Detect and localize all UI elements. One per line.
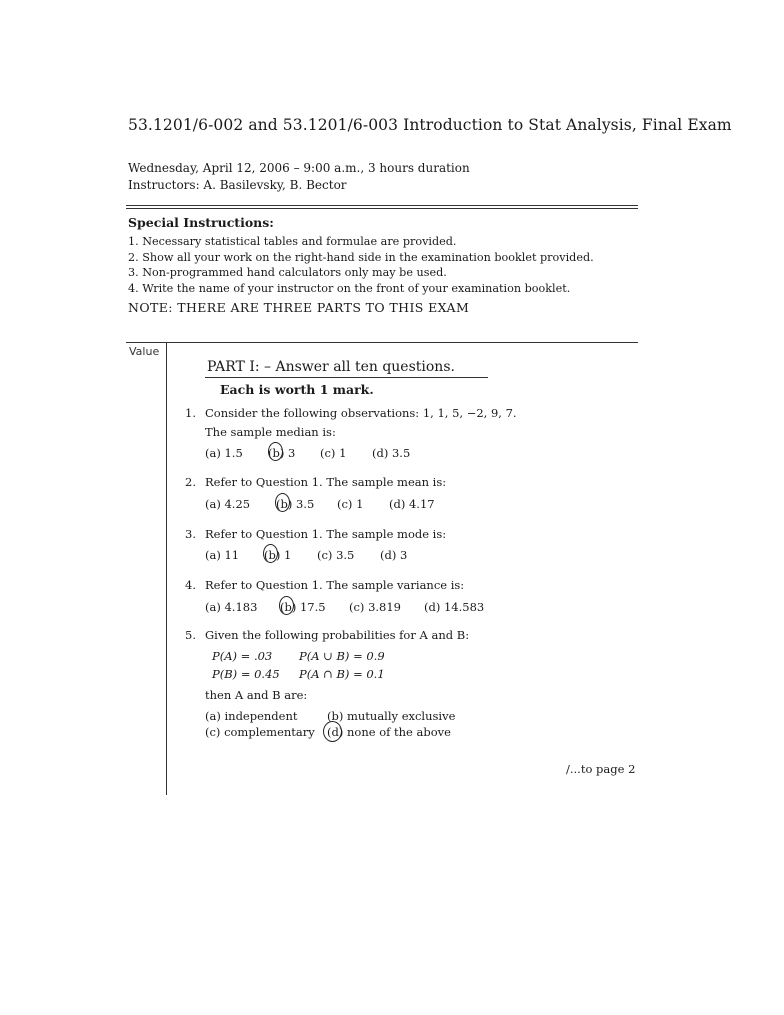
value-column-label: Value <box>129 345 160 358</box>
answer-option: (d) 14.583 <box>424 600 485 614</box>
value-column-divider <box>166 343 167 795</box>
answer-option: (a) 4.25 <box>205 497 251 511</box>
question-number: 5. <box>185 628 196 642</box>
divider <box>126 205 638 206</box>
question-text: Refer to Question 1. The sample mode is: <box>205 527 447 541</box>
question-number: 1. <box>185 406 196 420</box>
exam-date: Wednesday, April 12, 2006 – 9:00 a.m., 3 hours duration <box>128 161 470 175</box>
instruction-item: 3. Non-programmed hand calculators only may be used. <box>128 266 447 279</box>
answer-option: (c) 3.819 <box>349 600 401 614</box>
answer-option: (a) independent <box>205 709 298 723</box>
answer-option: (c) complementary <box>205 725 315 739</box>
probability-value: P(A ∩ B) = 0.1 <box>299 667 385 681</box>
exam-instructors: Instructors: A. Basilevsky, B. Bector <box>128 178 347 192</box>
answer-option: (c) 3.5 <box>317 548 355 562</box>
question-text: then A and B are: <box>205 688 308 702</box>
part-heading-underline <box>205 377 488 378</box>
answer-option: (a) 11 <box>205 548 240 562</box>
question-text: Consider the following observations: 1, 1, 5, −2, 9, 7. <box>205 406 517 420</box>
question-number: 3. <box>185 527 196 541</box>
part-subheading: Each is worth 1 mark. <box>220 382 374 397</box>
part-heading: PART I: – Answer all ten questions. <box>207 359 455 375</box>
probability-value: P(B) = 0.45 <box>212 667 280 681</box>
answer-option-selected: (b) 3.5 <box>276 497 315 511</box>
question-text: Given the following probabilities for A and B: <box>205 628 470 642</box>
divider <box>126 342 638 343</box>
special-instructions-heading: Special Instructions: <box>128 215 274 230</box>
selected-answer-circle <box>323 721 342 742</box>
instruction-item: 4. Write the name of your instructor on the front of your examination booklet. <box>128 282 571 295</box>
question-text: Refer to Question 1. The sample mean is: <box>205 475 447 489</box>
exam-title: 53.1201/6-002 and 53.1201/6-003 Introduction to Stat Analysis, Final Exam <box>128 116 732 134</box>
page-continuation: /...to page 2 <box>566 762 636 776</box>
exam-note: NOTE: THERE ARE THREE PARTS TO THIS EXAM <box>128 300 470 315</box>
question-number: 2. <box>185 475 196 489</box>
selected-answer-circle <box>275 493 290 512</box>
answer-option-selected: (b) 1 <box>264 548 292 562</box>
selected-answer-circle <box>268 442 283 461</box>
divider <box>126 208 638 209</box>
answer-option: (d) 3 <box>380 548 408 562</box>
question-number: 4. <box>185 578 196 592</box>
instruction-item: 2. Show all your work on the right-hand side in the examination booklet provided. <box>128 251 594 264</box>
probability-value: P(A) = .03 <box>212 649 273 663</box>
probability-value: P(A ∪ B) = 0.9 <box>299 649 385 663</box>
question-text: Refer to Question 1. The sample variance is: <box>205 578 465 592</box>
answer-option: (d) 3.5 <box>372 446 411 460</box>
answer-option: (b) mutually exclusive <box>327 709 456 723</box>
answer-option: (a) 4.183 <box>205 600 258 614</box>
answer-option: (c) 1 <box>337 497 364 511</box>
answer-option-selected: (b) 17.5 <box>280 600 326 614</box>
answer-option: (a) 1.5 <box>205 446 243 460</box>
answer-option: (d) 4.17 <box>389 497 435 511</box>
instruction-item: 1. Necessary statistical tables and formulae are provided. <box>128 235 457 248</box>
question-text: The sample median is: <box>205 425 336 439</box>
answer-option: (c) 1 <box>320 446 347 460</box>
selected-answer-circle <box>263 544 278 563</box>
answer-option-selected: (d) none of the above <box>327 725 451 739</box>
selected-answer-circle <box>279 596 294 615</box>
answer-option-selected: (b) 3 <box>268 446 296 460</box>
